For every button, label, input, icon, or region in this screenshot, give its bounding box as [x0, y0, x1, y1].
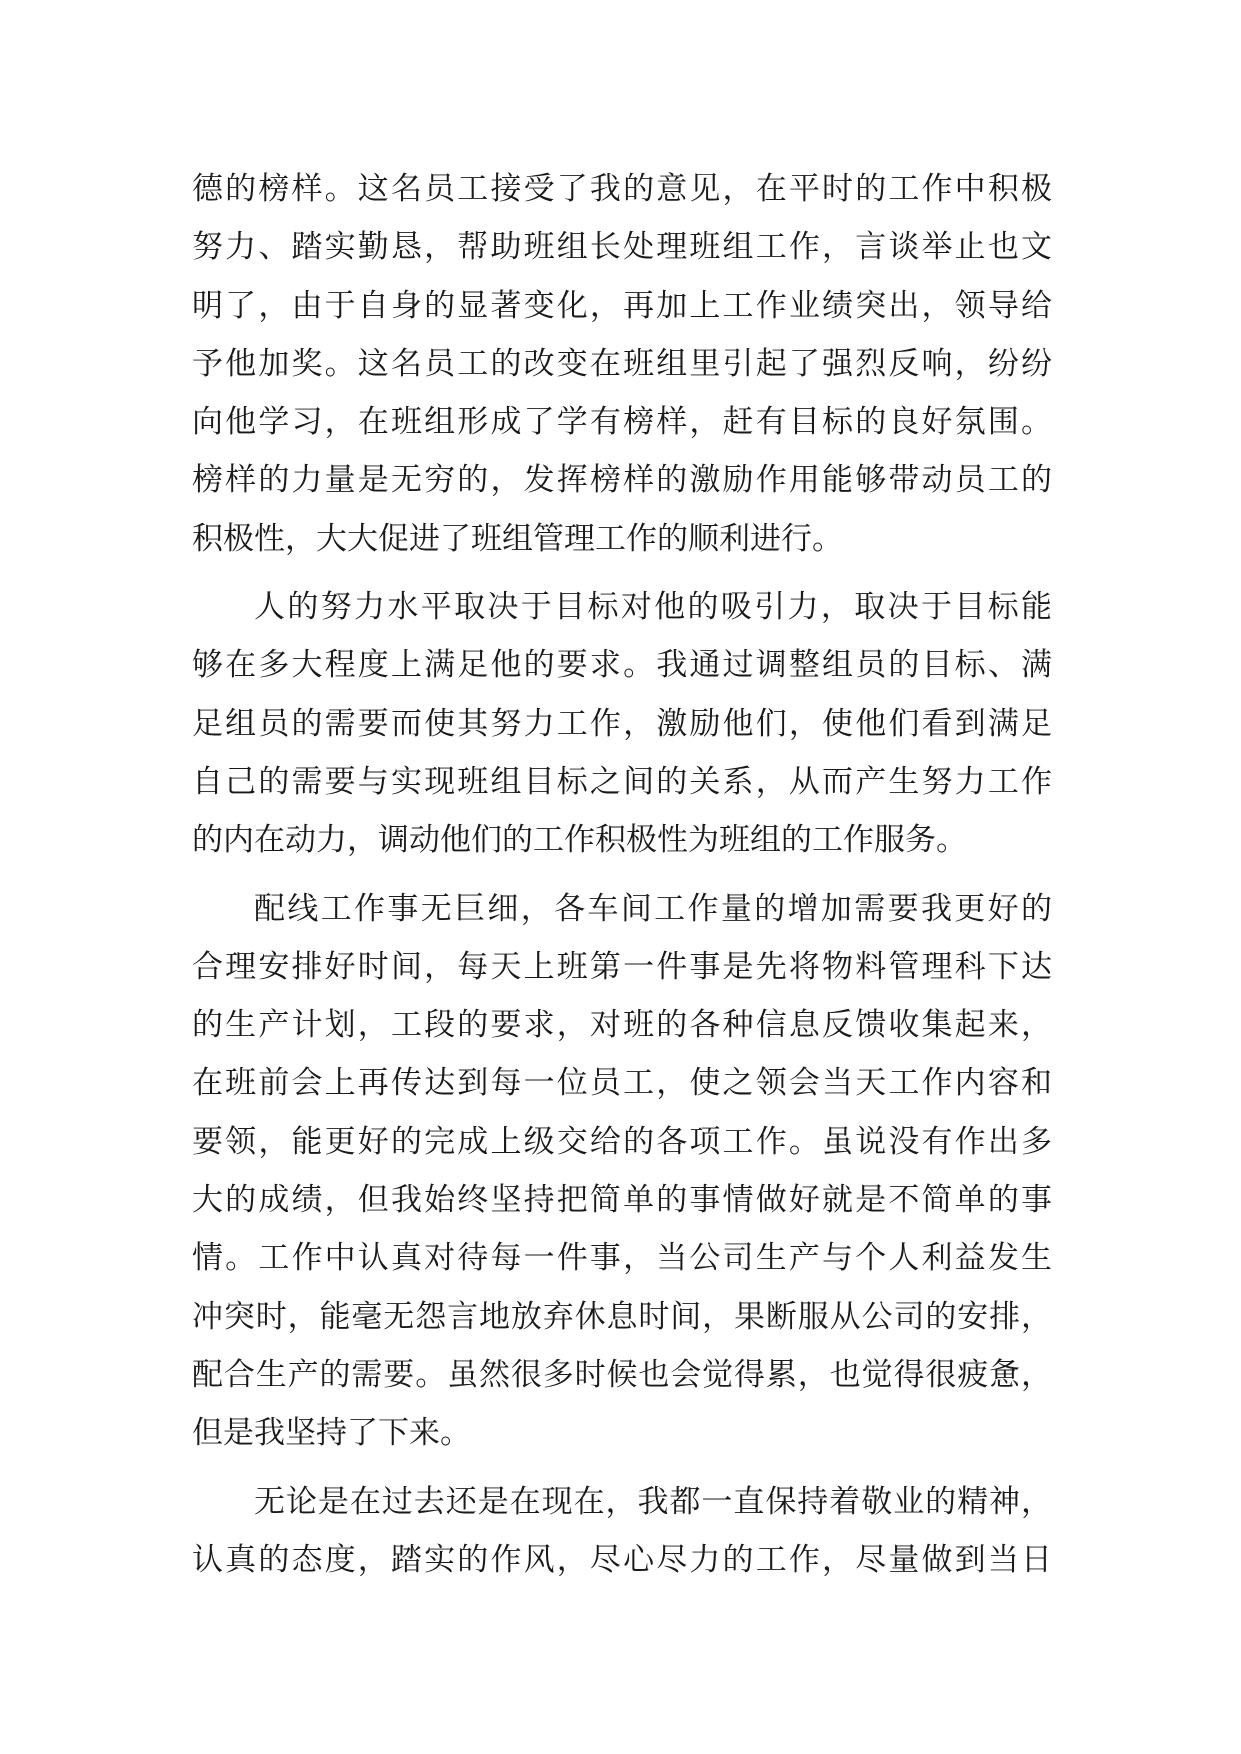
text-line: 人的努力水平取决于目标对他的吸引力，取决于目标能 — [254, 589, 1052, 626]
text-line: 足组员的需要而使其努力工作，激励他们，使他们看到满足 — [192, 705, 1052, 742]
text-line: 在班前会上再传达到每一位员工，使之领会当天工作内容和 — [192, 1065, 1052, 1102]
text-line: 认真的态度，踏实的作风，尽心尽力的工作，尽量做到当日 — [192, 1541, 1052, 1578]
text-line: 大的成绩，但我始终坚持把简单的事情做好就是不简单的事 — [192, 1182, 1052, 1219]
paragraph — [192, 880, 1052, 1463]
paragraph — [192, 1473, 1052, 1590]
text-line: 无论是在过去还是在现在，我都一直保持着敬业的精神， — [254, 1483, 1052, 1520]
text-line: 合理安排好时间，每天上班第一件事是先将物料管理科下达 — [192, 948, 1052, 985]
document-body — [192, 160, 1052, 1589]
text-line: 的内在动力，调动他们的工作积极性为班组的工作服务。 — [192, 822, 967, 859]
text-line: 但是我坚持了下来。 — [192, 1415, 471, 1452]
paragraph-gap — [192, 568, 1052, 578]
text-line: 要领，能更好的完成上级交给的各项工作。虽说没有作出多 — [192, 1123, 1052, 1160]
text-line: 情。工作中认真对待每一件事，当公司生产与个人利益发生 — [192, 1240, 1052, 1277]
paragraph — [192, 578, 1052, 869]
text-line: 予他加奖。这名员工的改变在班组里引起了强烈反响，纷纷 — [192, 345, 1052, 382]
text-line: 明了，由于自身的显著变化，再加上工作业绩突出，领导给 — [192, 287, 1052, 324]
text-line: 配合生产的需要。虽然很多时候也会觉得累，也觉得很疲惫， — [192, 1356, 1052, 1393]
text-line: 配线工作事无巨细，各车间工作量的增加需要我更好的 — [254, 890, 1052, 927]
text-line: 榜样的力量是无穷的，发挥榜样的激励作用能够带动员工的 — [192, 462, 1052, 499]
text-line: 积极性，大大促进了班组管理工作的顺利进行。 — [192, 520, 843, 557]
text-line: 德的榜样。这名员工接受了我的意见，在平时的工作中积极 — [192, 171, 1052, 207]
paragraph — [192, 160, 1052, 568]
text-line: 努力、踏实勤恳，帮助班组长处理班组工作，言谈举止也文 — [192, 229, 1052, 266]
text-line: 冲突时，能毫无怨言地放弃休息时间，果断服从公司的安排， — [192, 1298, 1052, 1335]
text-line: 够在多大程度上满足他的要求。我通过调整组员的目标、满 — [192, 647, 1052, 684]
text-line: 的生产计划，工段的要求，对班的各种信息反馈收集起来， — [192, 1007, 1052, 1044]
paragraph-gap — [192, 1463, 1052, 1473]
text-line: 向他学习，在班组形成了学有榜样，赶有目标的良好氛围。 — [192, 404, 1052, 441]
text-line: 自己的需要与实现班组目标之间的关系，从而产生努力工作 — [192, 763, 1052, 800]
paragraph-gap — [192, 870, 1052, 880]
